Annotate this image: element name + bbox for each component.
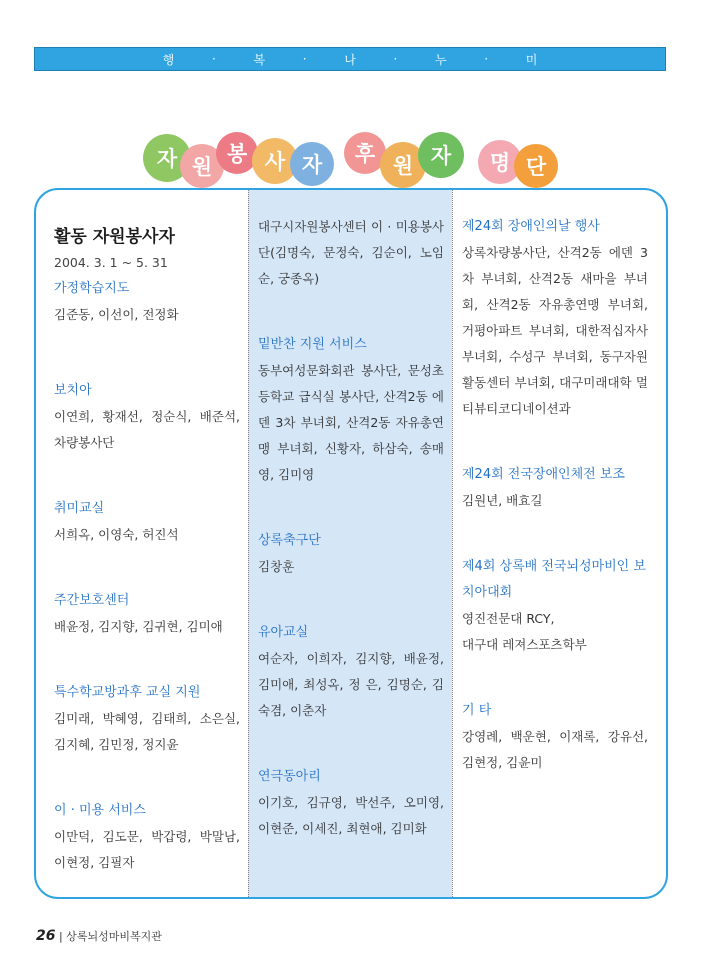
column-left [54,214,240,876]
banner-char: 나 [344,52,356,67]
title-char: 원 [180,144,224,188]
header-banner [34,47,666,71]
section-text: 김창훈 [258,559,295,574]
main-heading: 활동 자원봉사자 [54,227,175,247]
section-text: 서희옥, 이영숙, 허진석 [54,527,179,542]
section-title: 유아교실 [258,625,309,640]
section-title: 이 · 미용 서비스 [54,803,146,818]
title-char: , [324,155,332,179]
column-right [462,214,648,776]
section-text: 이만덕, 김도문, 박갑령, 박말남, 이현정, 김필자 [54,829,240,870]
section-text: 김원년, 배효길 [462,493,543,508]
title-char: 봉 [216,132,258,174]
section-title: 특수학교방과후 교실 지원 [54,685,201,700]
column-divider [452,190,453,897]
section-text: 강영례, 백운현, 이재록, 강유선, 김현정, 김윤미 [462,729,648,770]
section-title: 보치아 [54,383,92,398]
section-title: 상록축구단 [258,533,321,548]
page-footer [36,928,162,944]
section-text: 동부여성문화회관 봉사단, 문성초등학교 급식실 봉사단, 산격2동 에덴 3차 부녀회, 산격2동 자유총연맹 부녀회, 신황자, 하삼숙, 송매영, 김미영 [258,363,444,482]
organization-name: | 상록뇌성마비복지관 [58,930,162,943]
title-char: 자 [143,134,191,182]
banner-char: 누 [434,52,447,67]
section-title: 밑반찬 지원 서비스 [258,337,367,352]
section-text: 김준동, 이선이, 전정화 [54,307,179,322]
banner-char: 복 [253,52,266,67]
section-text: 이기호, 김규영, 박선주, 오미영, 이현준, 이세진, 최현애, 김미화 [258,795,444,836]
title-char: 명 [478,140,522,184]
section-text: 김미래, 박혜영, 김태희, 소은실, 김지혜, 김민정, 정지윤 [54,711,240,752]
column-middle [258,214,444,842]
section-title: 제4회 상록배 전국뇌성마비인 보치아대회 [462,559,646,600]
section-text: 이연희, 황재선, 정순식, 배준석, 차량봉사단 [54,409,240,450]
title-char: 자 [290,142,334,186]
title-char: 단 [514,144,558,188]
column-divider [248,190,249,897]
page-title [0,128,702,188]
title-char: 사 [252,138,298,184]
activity-period: 2004. 3. 1 ~ 5. 31 [54,255,168,270]
section-text: 배윤정, 김지향, 김귀현, 김미애 [54,619,223,634]
section-title: 취미교실 [54,501,105,516]
section-text: 상록차량봉사단, 산격2동 에덴 3차 부녀회, 산격2동 새마을 부녀회, 산격2동 자유총연맹 부녀회, 거평아파트 부녀회, 대한적십자사 부녀회, 수성구 부녀회, 동구자원활동센터 부녀회, 대구미래대학 멀티뷰티코디네이션과 [462,245,648,416]
banner-dot: · [393,52,398,66]
section-text: 영진전문대 RCY, [462,611,555,626]
section-text: 대구대 레져스포츠학부 [462,637,587,652]
banner-dot: · [302,52,307,66]
banner-char: 행 [162,52,175,67]
section-title: 제24회 장애인의날 행사 [462,219,600,234]
section-text: 여순자, 이희자, 김지향, 배윤정, 김미애, 최성옥, 정 은, 김명순, 김숙겸, 이춘자 [258,651,444,718]
banner-dot: · [211,52,216,66]
section-title: 연극동아리 [258,769,321,784]
title-char: 자 [418,132,464,178]
section-title: 제24회 전국장애인체전 보조 [462,467,625,482]
banner-char: 미 [525,52,538,67]
section-title: 가정학습지도 [54,281,130,296]
page-number: 26 [36,928,56,944]
section-title: 주간보호센터 [54,593,130,608]
section-text: 대구시자원봉사센터 이 · 미용봉사단(김명숙, 문정숙, 김순이, 노임순, 궁종옥) [258,219,444,286]
title-char: 후 [344,132,386,174]
section-title: 기 타 [462,703,492,718]
banner-dot: · [484,52,489,66]
title-char: 원 [380,142,426,188]
